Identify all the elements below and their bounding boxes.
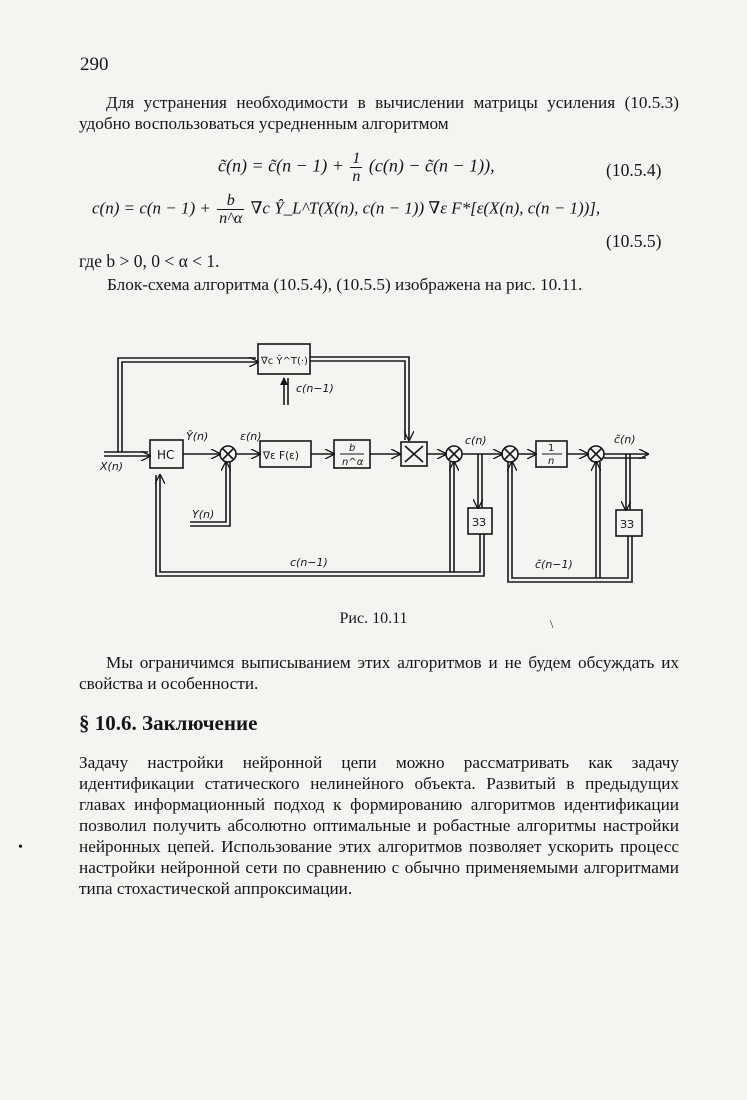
block-diagram-reference: Блок-схема алгоритма (10.5.4), (10.5.5) изображена на рис. 10.11. <box>107 275 583 294</box>
equation-number-10-5-4: (10.5.4) <box>606 160 662 180</box>
scan-artifact-mark: \ <box>550 617 554 631</box>
eq-10-5-4-numerator: 1 <box>352 150 361 167</box>
conclusion-paragraph: Задачу настройки нейронной цепи можно рассматривать как задачу идентификации статического нелинейного объекта. Развитый в предыдущих главах информационный подход к формированию алгоритмов идентификации позволил получить абсолютно оптимальные и робастные алгоритмы настройки нейронных цепей. Использование этих алгоритмов позволяет ускорить процесс настройки нейронной сети по сравнению с обычно применяемыми алгоритмами типа стохастической аппроксимации. <box>79 753 679 898</box>
label-delay-2: ЗЗ <box>620 518 635 531</box>
label-c-prev-top: c(n−1) <box>296 382 334 395</box>
label-delay-1: ЗЗ <box>472 516 487 529</box>
label-epsilon: ε(n) <box>240 430 262 443</box>
eq-10-5-4-lhs: c̃(n) = c̃(n − 1) + <box>218 155 344 176</box>
label-avg-num: 1 <box>548 443 555 454</box>
eq-10-5-5-rhs: ∇c Ŷ_L^T(X(n), c(n − 1)) ∇ε F*[ε(X(n), c(n − 1))], <box>250 198 601 218</box>
limit-paragraph: Мы ограничимся выписыванием этих алгоритмов и не будем обсуждать их свойства и особенности. <box>79 653 679 693</box>
intro-paragraph: Для устранения необходимости в вычислении матрицы усиления (10.5.3) удобно воспользоваться усредненным алгоритмом <box>79 93 679 133</box>
equation-10-5-4 <box>218 150 495 185</box>
eq-10-5-5-numerator: b <box>217 192 244 210</box>
label-y-input: Y(n) <box>192 508 215 521</box>
eq-10-5-5-denominator: n^α <box>219 210 243 227</box>
label-grad-y: ∇c Ŷ^T(·) <box>261 356 308 367</box>
block-diagram <box>0 330 747 600</box>
figure-caption: Рис. 10.11 <box>339 610 408 627</box>
equation-10-5-5 <box>92 192 600 227</box>
eq-10-5-5-fraction <box>217 192 244 227</box>
page-number: 290 <box>80 54 109 75</box>
label-gain-num: b <box>349 443 356 454</box>
label-y-hat: Ŷ(n) <box>186 430 209 443</box>
label-c-tilde-prev: c̃(n−1) <box>535 558 573 571</box>
label-avg-den: n <box>548 456 555 467</box>
label-c-n: c(n) <box>465 434 487 447</box>
label-gain-den: n^α <box>342 457 364 468</box>
section-heading: § 10.6. Заключение <box>79 711 258 735</box>
eq-10-5-5-lhs: c(n) = c(n − 1) + <box>92 198 211 218</box>
where-line: где b > 0, 0 < α < 1. <box>79 251 220 271</box>
label-c-tilde-out: c̃(n) <box>614 433 636 446</box>
label-x-input: X(n) <box>100 460 124 473</box>
eq-10-5-4-fraction <box>350 150 362 185</box>
label-nc: НС <box>157 448 175 462</box>
eq-10-5-4-denominator: n <box>352 168 361 185</box>
eq-10-5-4-rhs: (c(n) − c̃(n − 1)), <box>368 155 495 176</box>
label-grad-f: ∇ε F(ε) <box>263 450 299 462</box>
label-c-prev-bottom: c(n−1) <box>290 556 328 569</box>
equation-number-10-5-5: (10.5.5) <box>606 231 662 251</box>
margin-dot: • <box>18 840 23 855</box>
